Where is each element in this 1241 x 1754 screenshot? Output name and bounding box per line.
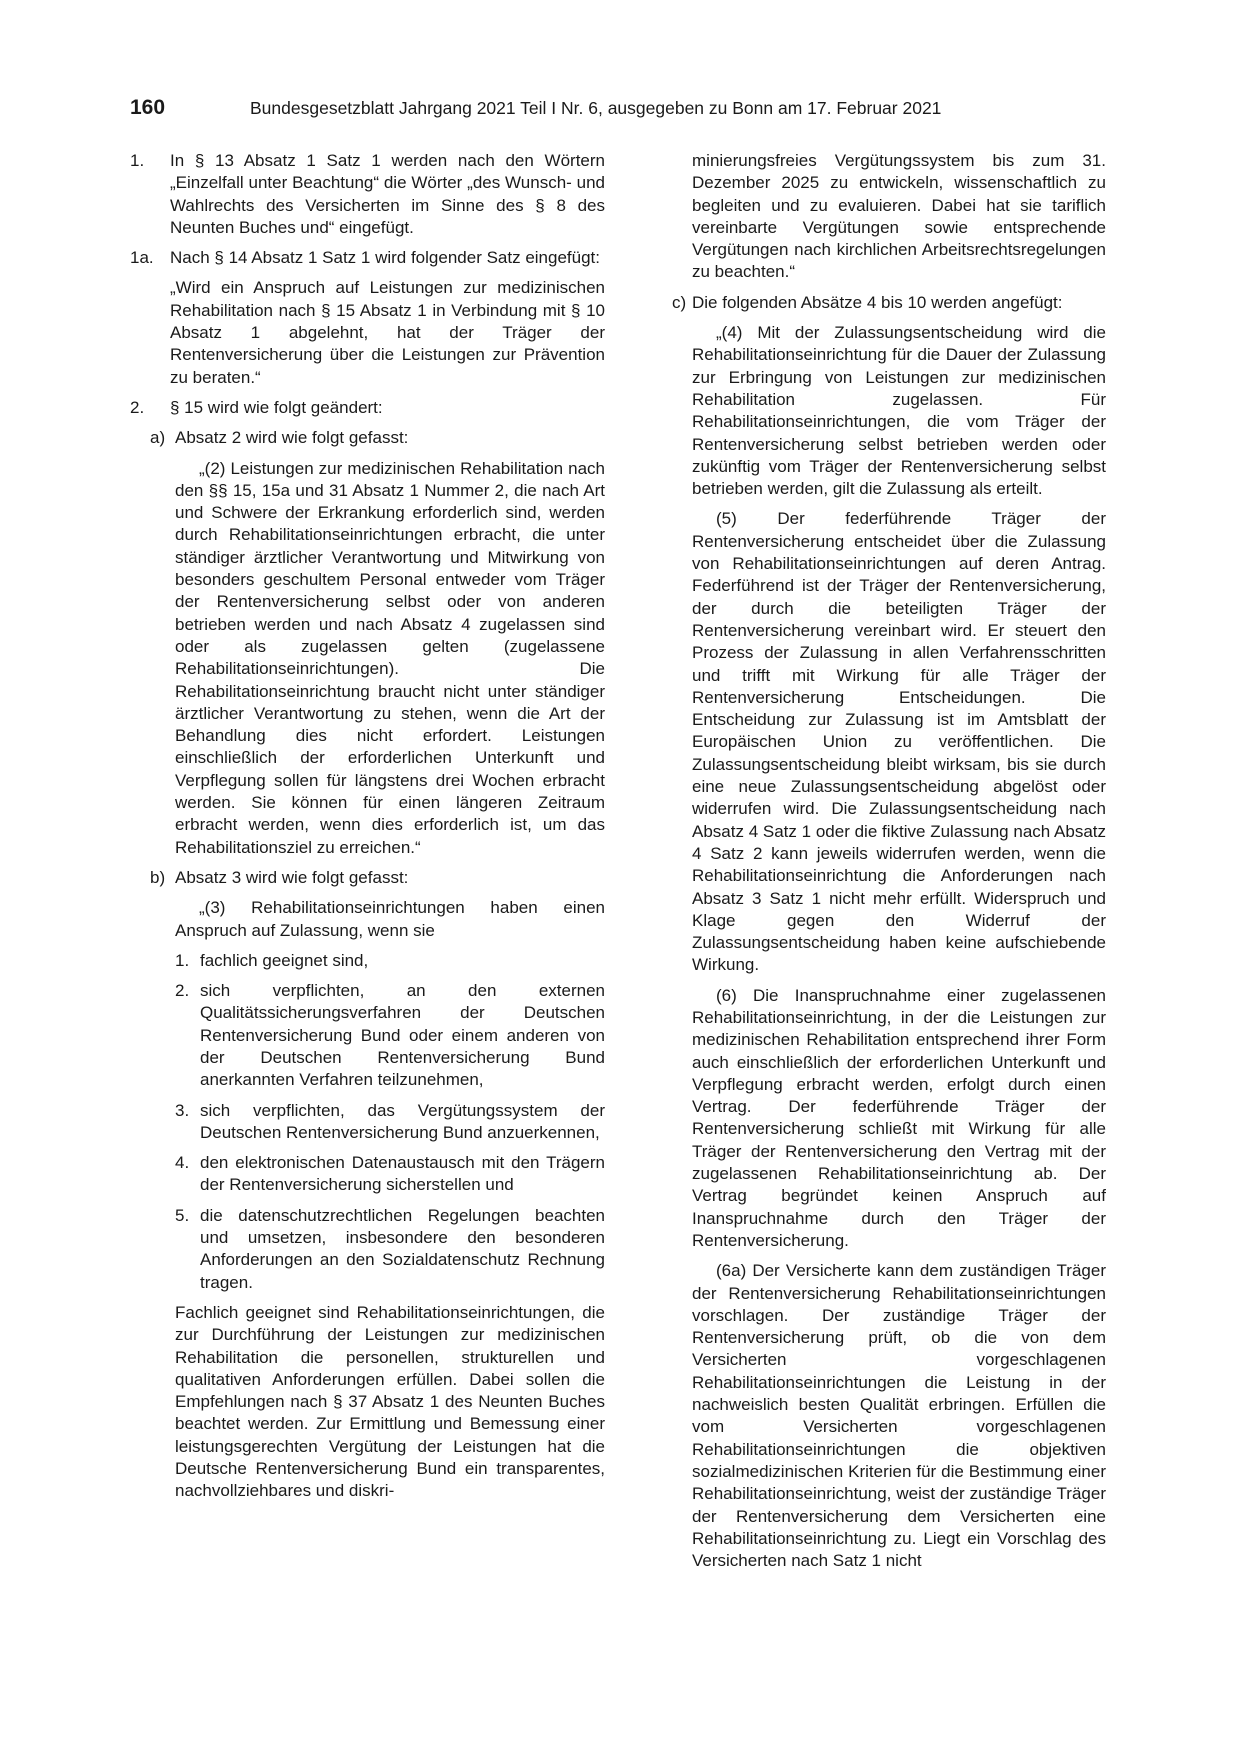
item-text: fachlich geeignet sind, xyxy=(200,950,369,970)
item-text: die datenschutzrechtlichen Regelungen beachten und umsetzen, insbesondere den besonderen Anforderungen an den Sozialdatenschutz Rechnung tragen. xyxy=(200,1205,605,1292)
numbered-list xyxy=(175,950,605,1294)
sub-item xyxy=(150,867,605,889)
right-column xyxy=(672,150,1106,1572)
item-label: 1. xyxy=(130,151,145,170)
item-label: 4. xyxy=(175,1153,190,1173)
left-column xyxy=(130,150,605,1503)
gazette-title: Bundesgesetzblatt Jahrgang 2021 Teil I Nr. 6, ausgegeben zu Bonn am 17. Februar 2021 xyxy=(250,98,942,118)
list-item xyxy=(175,980,605,1091)
item-text: den elektronischen Datenaustausch mit den Trägern der Rentenversicherung sicherstellen und xyxy=(200,1153,605,1195)
item-label: 1a. xyxy=(130,248,154,268)
paragraph-5: (5) Der federführende Träger der Rentenversicherung entscheidet über die Zulassung von Rehabilitationseinrichtungen auf deren Antrag. Federführend ist der Träger der Rentenversicherung, der durch die beteiligten Träger der Rentenversicherung vereinbart wird. Er steuert den Prozess der Zulassung in allen Verfahrensschritten und trifft mit Wirkung für alle Träger der Rentenversicherung Entscheidungen. Die Entscheidung zur Zulassung ist im Amtsblatt der Europäischen Union zu veröffentlichen. Die Zulassungsentscheidung bleibt wirksam, bis sie durch eine neue Zulassungsentscheidung abgelöst oder widerrufen wird. Die Zulassungsentscheidung nach Absatz 4 Satz 1 oder die fiktive Zulassung nach Absatz 4 Satz 2 kann jeweils widerrufen werden, wenn die Rehabilitationseinrichtung die Anforderungen nach Absatz 3 Satz 1 nicht mehr erfüllt. Widerspruch und Klage gegen den Widerruf der Zulassungsentscheidung haben keine aufschiebende Wirkung. xyxy=(692,509,1106,975)
quoted-paragraph: „(3) Rehabilitationseinrichtungen haben einen Anspruch auf Zulassung, wenn sie xyxy=(175,898,605,940)
item-text: In § 13 Absatz 1 Satz 1 werden nach den Wörtern „Einzelfall unter Beachtung“ die Wörter „des Wunsch- und Wahlrechts des Versicherten im Sinne des § 8 des Neunten Buches und“ eingefügt. xyxy=(170,151,605,237)
paragraph-4: „(4) Mit der Zulassungsentscheidung wird die Rehabilitationseinrichtung für die Dauer der Zulassung zur Erbringung von Leistungen zur medizinischen Rehabilitation zugelassen. Für Rehabilitationseinrichtungen, die vom Träger der Rentenversicherung selbst betrieben werden oder zukünftig vom Träger der Rentenversicherung selbst betrieben werden, gilt die Zulassung als erteilt. xyxy=(692,323,1106,499)
list-item xyxy=(175,1152,605,1197)
list-item xyxy=(175,950,605,972)
item-label: 3. xyxy=(175,1100,190,1120)
item-label: 2. xyxy=(175,981,190,1001)
sub-item xyxy=(150,427,605,449)
paragraph-6a: (6a) Der Versicherte kann dem zuständigen Träger der Rentenversicherung Rehabilitationseinrichtungen vorschlagen. Der zuständige Träger der Rentenversicherung prüft, ob die von dem Versicherten vorgeschlagenen Rehabilitationseinrichtungen die Leistung in der nachweislich besten Qualität erbringen. Erfüllen die vom Versicherten vorgeschlagenen Rehabilitationseinrichtungen die objektiven sozialmedizinischen Kriterien für die Bestimmung einer Rehabilitationseinrichtung, weist der zuständige Träger der Rentenversicherung dem Versicherten eine Rehabilitationseinrichtung zu. Liegt ein Vorschlag des Versicherten nach Satz 1 nicht xyxy=(692,1261,1106,1571)
item-text: § 15 wird wie folgt geändert: xyxy=(170,397,383,417)
closing-paragraph: Fachlich geeignet sind Rehabilitationseinrichtungen, die zur Durchführung der Leistungen zur medizinischen Rehabilitation die personellen, strukturellen und qualitativen Anforderungen erfüllen. Dabei sollen die Empfehlungen nach § 37 Absatz 1 des Neunten Buches beachtet werden. Zur Ermittlung und Bemessung einer leistungsgerechten Vergütung der Leistungen hat die Deutsche Rentenversicherung Bund ein transparentes, nachvollziehbares und diskri- xyxy=(175,1302,605,1501)
item-label: b) xyxy=(150,867,166,887)
list-item xyxy=(175,1100,605,1145)
list-item xyxy=(175,1205,605,1294)
item-text: sich verpflichten, das Vergütungssystem der Deutschen Rentenversicherung Bund anzuerkennen, xyxy=(200,1100,605,1142)
list-item xyxy=(130,150,605,239)
quoted-paragraph: „(2) Leistungen zur medizinischen Rehabilitation nach den §§ 15, 15a und 31 Absatz 1 Nummer 2, die nach Art und Schwere der Erkrankung erforderlich sind, werden durch Rehabilitationseinrichtungen erbracht, die unter ständiger ärztlicher Verantwortung und Mitwirkung von besonders geschultem Personal entweder vom Träger der Rentenversicherung selbst oder von anderen betrieben werden und nach Absatz 4 zugelassen sind oder als zugelassen gelten (zugelassene Rehabilitationseinrichtungen). Die Rehabilitationseinrichtung braucht nicht unter ständiger ärztlicher Verantwortung zu stehen, wenn die Art der Behandlung dies nicht erfordert. Leistungen einschließlich der erforderlichen Unterkunft und Verpflegung sollen für längstens drei Wochen erbracht werden. Sie können für einen längeren Zeitraum erbracht werden, wenn dies erforderlich ist, um das Rehabilitationsziel zu erreichen.“ xyxy=(175,458,605,857)
item-text: Nach § 14 Absatz 1 Satz 1 wird folgender Satz eingefügt: xyxy=(170,248,600,268)
item-text: Absatz 3 wird wie folgt gefasst: xyxy=(175,867,409,887)
item-label: a) xyxy=(150,428,166,448)
item-label: 1. xyxy=(175,950,190,970)
sub-item xyxy=(672,292,1106,314)
item-text: sich verpflichten, an den externen Qualitätssicherungsverfahren der Deutschen Rentenversicherung Bund oder einem anderen von der Deutschen Rentenversicherung Bund anerkannten Verfahren teilzunehmen, xyxy=(200,981,605,1090)
list-item xyxy=(130,247,605,269)
paragraph-6: (6) Die Inanspruchnahme einer zugelassenen Rehabilitationseinrichtung, in der die Leistungen zur medizinischen Rehabilitation entsprechend ihrer Form auch einschließlich der erforderlichen Unterkunft und Verpflegung erbracht werden, erfolgt durch einen Vertrag. Der federführende Träger der Rentenversicherung schließt mit Wirkung für alle Träger der Rentenversicherung den Vertrag mit der zugelassenen Rehabilitationseinrichtung ab. Der Vertrag begründet keinen Anspruch auf Inanspruchnahme durch den Träger der Rentenversicherung. xyxy=(692,985,1106,1250)
list-item xyxy=(130,397,605,419)
page-header xyxy=(130,96,1110,126)
continued-paragraph: minierungsfreies Vergütungssystem bis zum 31. Dezember 2025 zu entwickeln, wissenschaftlich zu begleiten und zu evaluieren. Dabei hat sie tariflich vereinbarte Vergütungen sowie entsprechende Vergütungen nach kirchlichen Arbeitsrechtsregelungen zu beachten.“ xyxy=(692,151,1106,282)
item-label: 5. xyxy=(175,1205,190,1225)
quoted-paragraph: „Wird ein Anspruch auf Leistungen zur medizinischen Rehabilitation nach § 15 Absatz 1 in Verbindung mit § 10 Absatz 1 abgelehnt, hat der Träger der Rentenversicherung über die Leistungen zur Prävention zu beraten.“ xyxy=(170,278,605,387)
item-text: Absatz 2 wird wie folgt gefasst: xyxy=(175,428,409,448)
page-number: 160 xyxy=(130,96,166,119)
item-label: 2. xyxy=(130,397,145,417)
item-label: c) xyxy=(672,292,687,312)
item-text: Die folgenden Absätze 4 bis 10 werden angefügt: xyxy=(692,292,1063,312)
